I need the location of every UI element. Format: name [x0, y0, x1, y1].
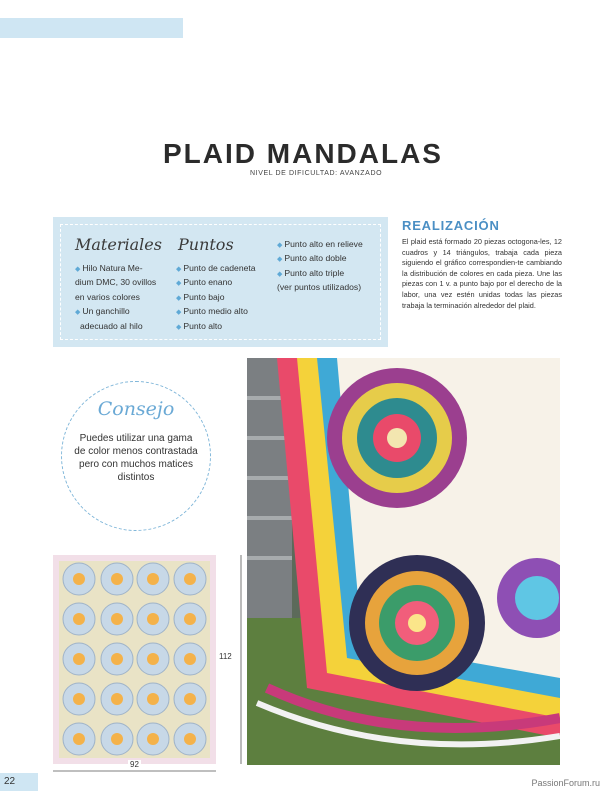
list-item: (ver puntos utilizados) [277, 282, 362, 293]
instructions-text: El plaid está formado 20 piezas octogona-les, 12 cuadros y 14 triángulos, trabaja cada pieza siguiendo el gráfico correspondien-te cambiando la distribución de colores en cada pieza. Une las piezas con 1 v. a punto bajo por el derecho de la labor, una vez estén unidas todas las piezas trabaja la terminación alrededor del plaid. [402, 237, 562, 310]
list-item: ◆ Punto alto doble [277, 252, 377, 266]
list-item: ◆ Punto alto [176, 320, 274, 334]
list-item: ◆ Hilo Natura Me- [75, 262, 173, 276]
tip-heading: Consejo [97, 398, 175, 420]
list-item: en varios colores [75, 291, 140, 302]
blanket-diagram [53, 555, 216, 764]
width-label: 92 [130, 760, 139, 769]
stitches-list [176, 262, 274, 334]
list-item: dium DMC, 30 ovillos [75, 277, 157, 288]
height-label: 112 [219, 652, 232, 661]
page-title: PLAID MANDALAS [163, 138, 443, 169]
materials-heading: Materiales [75, 235, 162, 254]
list-item: ◆ Punto medio alto [176, 305, 274, 319]
watermark: PassionForum.ru [531, 778, 600, 788]
list-item: ◆ Punto enano [176, 276, 274, 290]
stitches-heading: Puntos [178, 235, 234, 254]
height-dimension-line [236, 555, 246, 764]
list-item: ◆ Punto alto en relieve [277, 238, 377, 252]
top-color-bar [0, 18, 183, 38]
list-item: ◆ Punto alto triple [277, 267, 377, 281]
tip-text: Puedes utilizar una gama de color menos contrastada pero con muchos matices distintos [74, 433, 198, 483]
list-item: ◆ Punto bajo [176, 291, 274, 305]
list-item: ◆ Un ganchillo [75, 305, 173, 319]
materials-list [75, 262, 173, 334]
list-item: ◆ Punto de cadeneta [176, 262, 274, 276]
list-item: adecuado al hilo [80, 320, 143, 331]
tip-circle [61, 381, 211, 531]
instructions-heading: REALIZACIÓN [402, 218, 500, 233]
stitches-list-2 [277, 238, 377, 296]
difficulty-label: NIVEL DE DIFICULTAD: AVANZADO [250, 170, 383, 177]
blanket-photo [247, 358, 560, 765]
page-number: 22 [0, 773, 38, 791]
